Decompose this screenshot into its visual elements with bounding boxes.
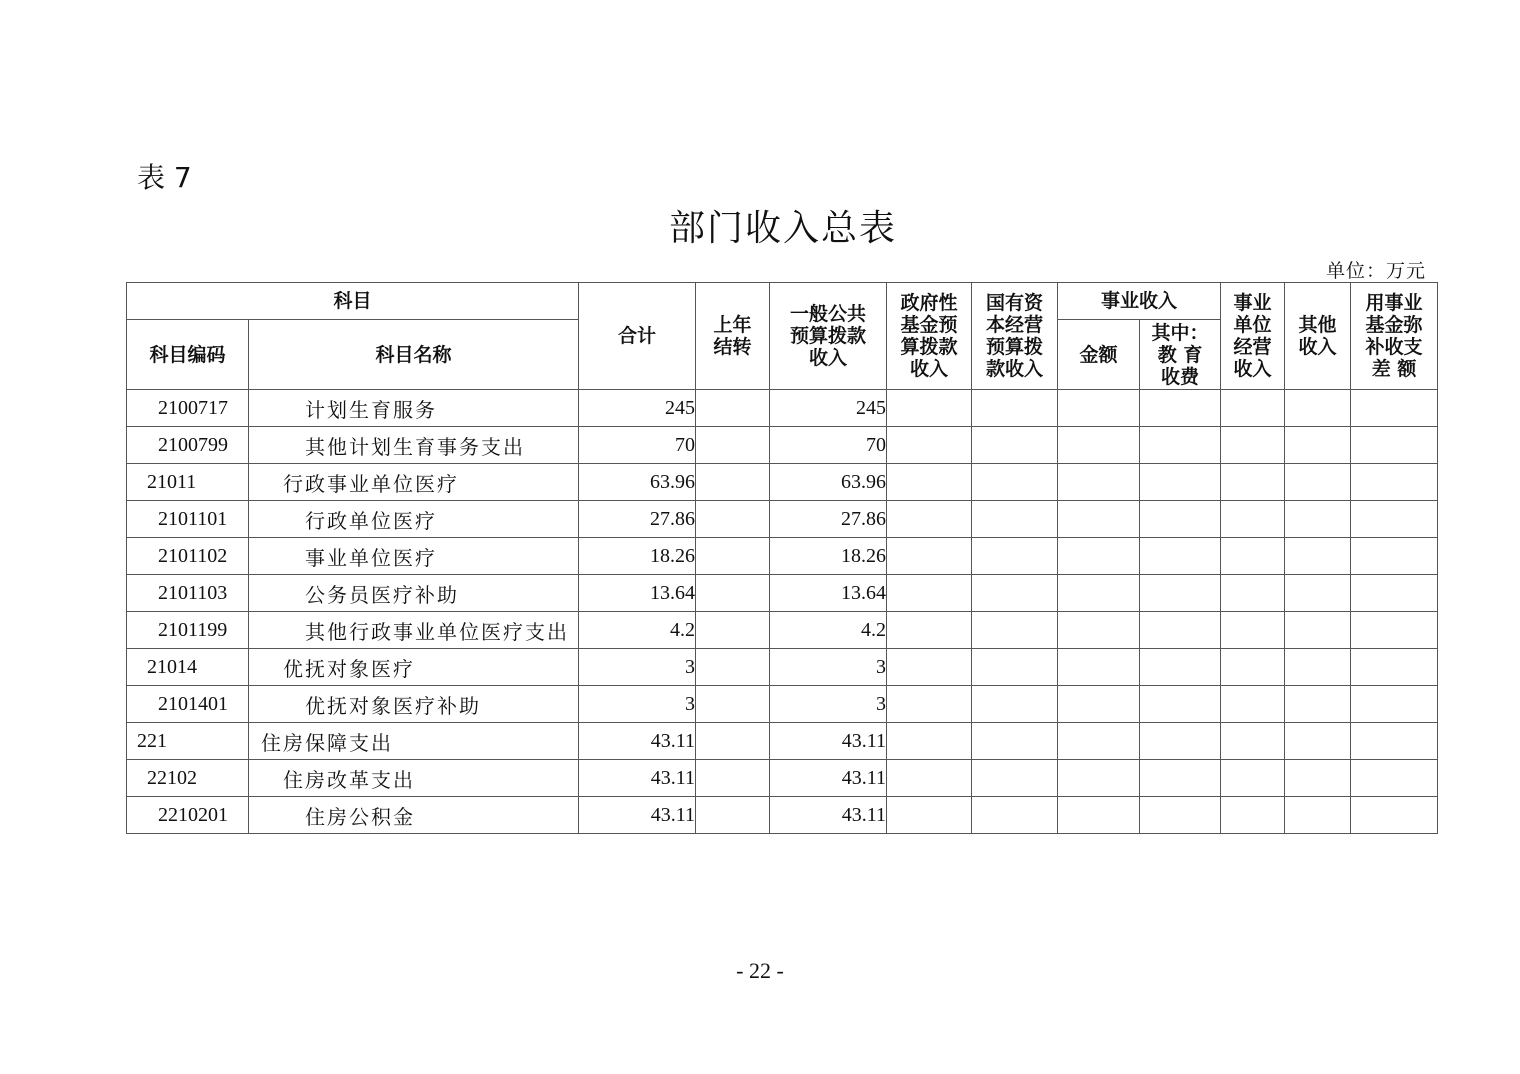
row-empty-cell [1058,649,1140,686]
row-empty-cell [1221,797,1285,834]
row-code: 2101103 [127,575,249,612]
row-empty-cell [1221,390,1285,427]
row-name: 优抚对象医疗补助 [249,686,579,723]
table-label: 表 7 [137,161,192,194]
row-empty-cell [972,723,1058,760]
header-fund-deficit: 用事业基金弥补收支差 额 [1351,283,1438,390]
row-code: 2100799 [127,427,249,464]
row-name: 优抚对象医疗 [249,649,579,686]
row-empty-cell [1351,538,1438,575]
row-empty-cell [1140,760,1221,797]
header-state-capital: 国有资本经营预算拨款收入 [972,283,1058,390]
header-subject-code: 科目编码 [127,320,249,390]
row-empty-cell [1058,501,1140,538]
header-carryover: 上年结转 [696,283,770,390]
row-total: 4.2 [579,612,696,649]
row-carryover [696,612,770,649]
table-row [127,538,1438,575]
row-empty-cell [1221,427,1285,464]
row-empty-cell [1285,427,1351,464]
row-empty-cell [972,760,1058,797]
row-code: 2101102 [127,538,249,575]
row-general-budget: 13.64 [770,575,887,612]
row-empty-cell [972,575,1058,612]
page-number: - 22 - [736,958,784,983]
row-empty-cell [887,464,972,501]
row-empty-cell [1140,612,1221,649]
row-empty-cell [972,390,1058,427]
row-name: 行政事业单位医疗 [249,464,579,501]
row-empty-cell [972,427,1058,464]
header-gov-fund: 政府性基金预算拨款收入 [887,283,972,390]
row-empty-cell [1058,464,1140,501]
row-general-budget: 43.11 [770,797,887,834]
row-general-budget: 4.2 [770,612,887,649]
row-carryover [696,464,770,501]
row-empty-cell [1221,686,1285,723]
row-empty-cell [1221,649,1285,686]
row-empty-cell [1285,575,1351,612]
row-empty-cell [1058,612,1140,649]
row-code: 2101401 [127,686,249,723]
row-general-budget: 27.86 [770,501,887,538]
row-empty-cell [887,427,972,464]
row-carryover [696,390,770,427]
unit-label: 单位：万元 [1325,260,1426,282]
row-empty-cell [1351,686,1438,723]
row-total: 13.64 [579,575,696,612]
table-row [127,649,1438,686]
row-name: 行政单位医疗 [249,501,579,538]
row-carryover [696,760,770,797]
row-empty-cell [972,464,1058,501]
row-code: 21011 [127,464,249,501]
row-empty-cell [1285,501,1351,538]
row-code: 2100717 [127,390,249,427]
row-empty-cell [1140,427,1221,464]
table-row [127,723,1438,760]
row-name: 住房保障支出 [249,723,579,760]
row-name: 计划生育服务 [249,390,579,427]
row-empty-cell [1140,686,1221,723]
row-empty-cell [972,612,1058,649]
row-carryover [696,501,770,538]
row-code: 2101199 [127,612,249,649]
row-carryover [696,797,770,834]
row-empty-cell [1140,464,1221,501]
row-empty-cell [1058,427,1140,464]
row-name: 事业单位医疗 [249,538,579,575]
row-general-budget: 3 [770,649,887,686]
row-total: 27.86 [579,501,696,538]
header-of-which: 其中： [1151,321,1209,344]
row-total: 43.11 [579,797,696,834]
row-empty-cell [1285,797,1351,834]
row-empty-cell [1351,427,1438,464]
row-total: 245 [579,390,696,427]
row-total: 3 [579,649,696,686]
table-row [127,501,1438,538]
header-subject-name: 科目名称 [249,320,579,390]
row-empty-cell [972,797,1058,834]
row-empty-cell [1285,464,1351,501]
row-empty-cell [1351,760,1438,797]
row-empty-cell [1058,723,1140,760]
row-empty-cell [1285,649,1351,686]
row-empty-cell [887,538,972,575]
table-row [127,760,1438,797]
row-empty-cell [887,760,972,797]
row-empty-cell [1140,797,1221,834]
row-carryover [696,427,770,464]
header-subject: 科目 [127,283,579,320]
row-empty-cell [1058,686,1140,723]
table-row [127,390,1438,427]
row-total: 43.11 [579,723,696,760]
row-code: 21014 [127,649,249,686]
row-carryover [696,649,770,686]
row-empty-cell [1140,390,1221,427]
row-empty-cell [1221,501,1285,538]
table-row [127,686,1438,723]
header-edu-fee-label: 教 育收费 [1157,343,1203,388]
header-business-income: 事业收入 [1058,283,1221,320]
row-code: 22102 [127,760,249,797]
row-name: 其他行政事业单位医疗支出 [249,612,579,649]
row-empty-cell [1058,575,1140,612]
header-general-budget: 一般公共预算拨款收入 [770,283,887,390]
table-row [127,464,1438,501]
row-total: 3 [579,686,696,723]
row-empty-cell [1058,797,1140,834]
row-empty-cell [887,612,972,649]
row-name: 其他计划生育事务支出 [249,427,579,464]
row-empty-cell [1221,760,1285,797]
row-empty-cell [1058,390,1140,427]
row-empty-cell [1285,538,1351,575]
row-total: 18.26 [579,538,696,575]
table-row [127,797,1438,834]
row-code: 2210201 [127,797,249,834]
row-name: 住房公积金 [249,797,579,834]
row-empty-cell [1285,390,1351,427]
row-empty-cell [1351,575,1438,612]
row-general-budget: 18.26 [770,538,887,575]
row-name: 住房改革支出 [249,760,579,797]
row-empty-cell [1221,612,1285,649]
row-empty-cell [1351,390,1438,427]
header-total: 合计 [579,283,696,390]
row-empty-cell [1058,760,1140,797]
row-total: 63.96 [579,464,696,501]
row-empty-cell [887,723,972,760]
row-empty-cell [972,538,1058,575]
row-empty-cell [1351,723,1438,760]
row-empty-cell [1351,649,1438,686]
row-empty-cell [1221,464,1285,501]
header-amount: 金额 [1058,320,1140,390]
row-empty-cell [1140,723,1221,760]
row-general-budget: 63.96 [770,464,887,501]
row-empty-cell [1285,760,1351,797]
row-carryover [696,723,770,760]
row-empty-cell [1221,723,1285,760]
row-empty-cell [1140,575,1221,612]
row-general-budget: 43.11 [770,723,887,760]
row-empty-cell [1058,538,1140,575]
row-general-budget: 70 [770,427,887,464]
row-empty-cell [1285,686,1351,723]
row-code: 221 [127,723,249,760]
table-row [127,575,1438,612]
row-empty-cell [1221,575,1285,612]
row-general-budget: 43.11 [770,760,887,797]
row-empty-cell [887,501,972,538]
row-empty-cell [887,797,972,834]
row-empty-cell [1140,501,1221,538]
page-title: 部门收入总表 [668,208,897,249]
row-total: 43.11 [579,760,696,797]
header-operating-income: 事业单位经营收入 [1221,283,1285,390]
row-carryover [696,575,770,612]
row-empty-cell [972,686,1058,723]
header-other-income: 其他收入 [1285,283,1351,390]
row-total: 70 [579,427,696,464]
row-general-budget: 245 [770,390,887,427]
row-empty-cell [1285,612,1351,649]
row-empty-cell [972,501,1058,538]
row-empty-cell [972,649,1058,686]
row-empty-cell [1140,649,1221,686]
row-empty-cell [1351,464,1438,501]
row-empty-cell [1140,538,1221,575]
row-carryover [696,538,770,575]
row-code: 2101101 [127,501,249,538]
row-empty-cell [887,575,972,612]
row-name: 公务员医疗补助 [249,575,579,612]
row-empty-cell [887,686,972,723]
row-empty-cell [1285,723,1351,760]
header-edu-fee [1140,320,1221,390]
row-carryover [696,686,770,723]
row-empty-cell [887,649,972,686]
row-empty-cell [1221,538,1285,575]
row-empty-cell [1351,501,1438,538]
row-empty-cell [887,390,972,427]
table-row [127,612,1438,649]
row-empty-cell [1351,612,1438,649]
row-empty-cell [1351,797,1438,834]
row-general-budget: 3 [770,686,887,723]
table-row [127,427,1438,464]
income-summary-table [126,282,1438,834]
